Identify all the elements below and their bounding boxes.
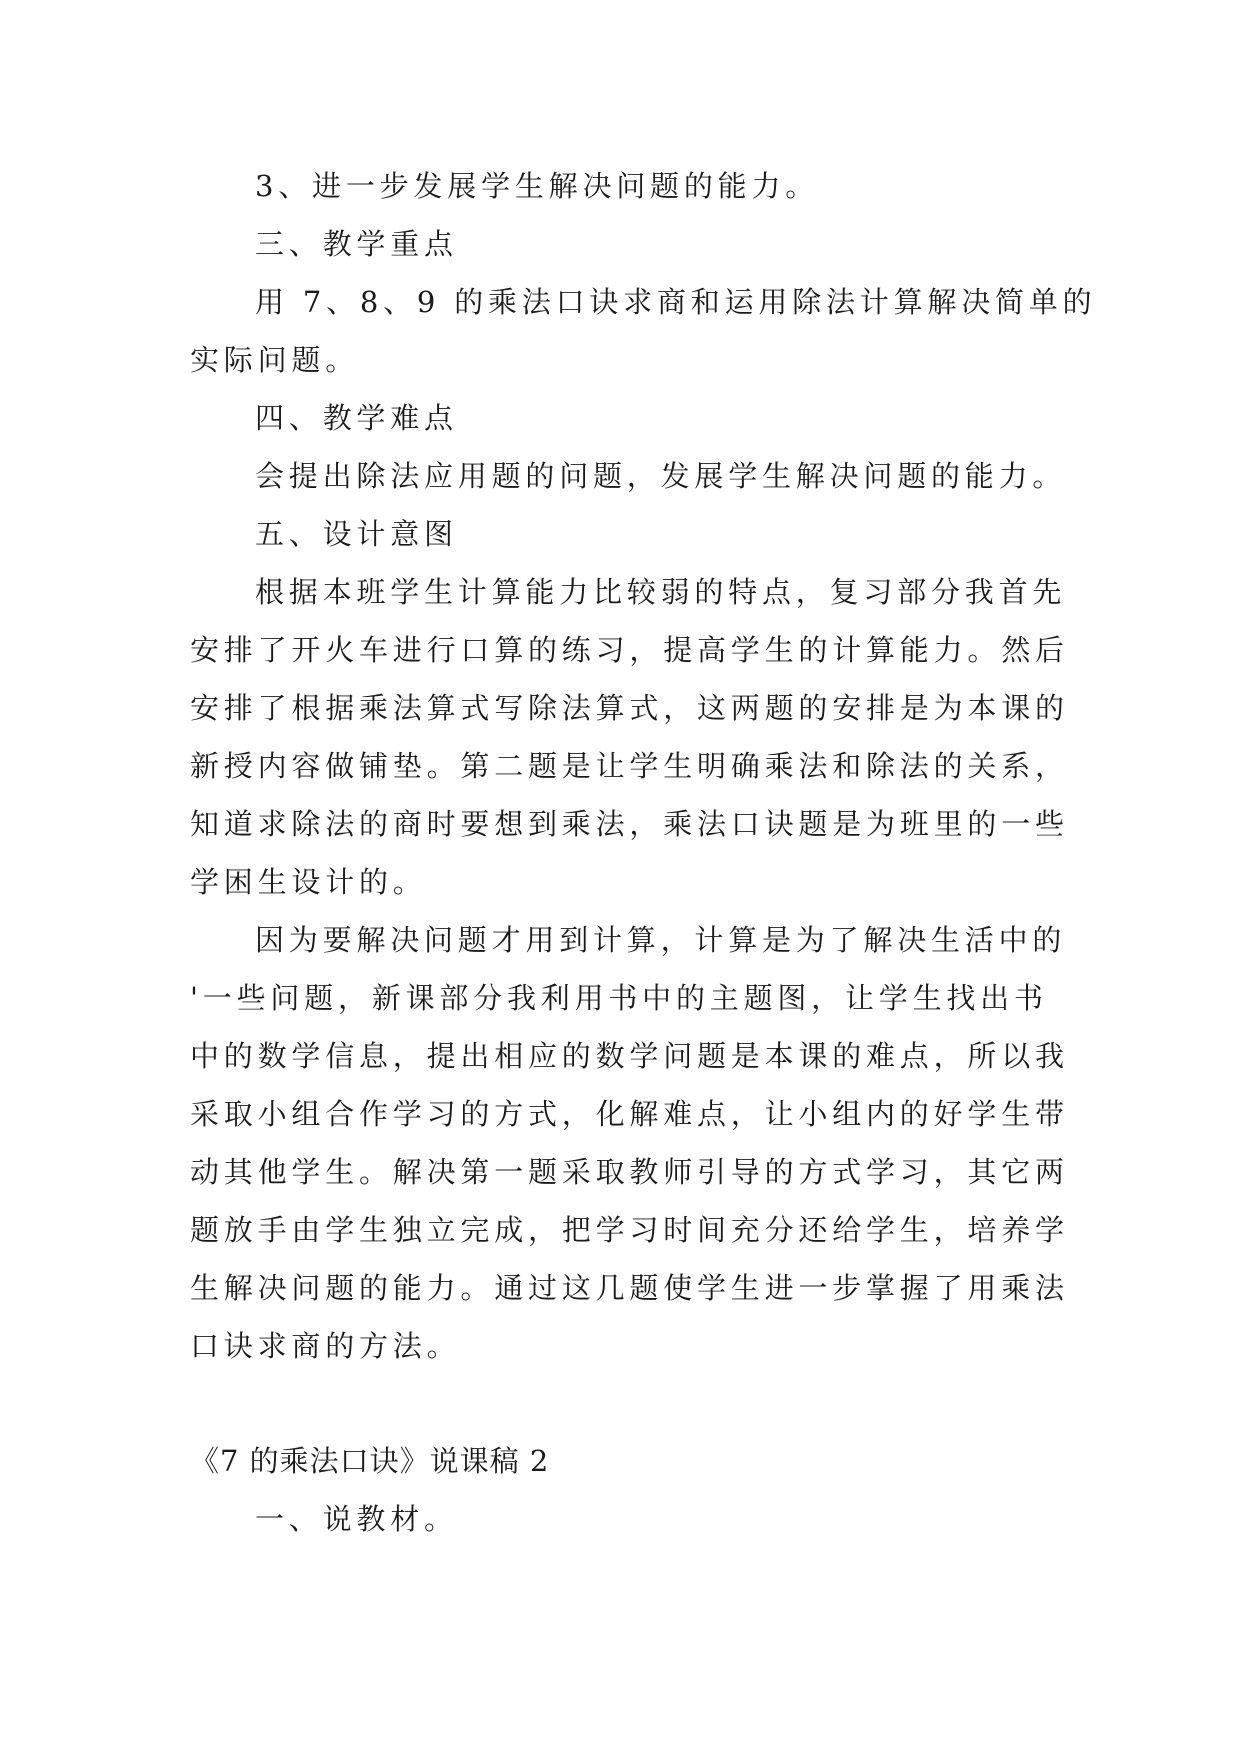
- text-line-13: 学困生设计的。: [190, 865, 427, 899]
- text-line-15: '一些问题，新课部分我利用书中的主题图，让学生找出书: [190, 981, 1048, 1015]
- text-line-11: 新授内容做铺垫。第二题是让学生明确乘法和除法的关系，: [190, 749, 1069, 783]
- text-line-17: 采取小组合作学习的方式，化解难点，让小组内的好学生带: [190, 1097, 1069, 1131]
- heading-teaching-focus: 三、教学重点: [255, 227, 458, 261]
- text-line-9: 安排了开火车进行口算的练习，提高学生的计算能力。然后: [190, 633, 1069, 667]
- text-line-6: 会提出除法应用题的问题，发展学生解决问题的能力。: [255, 459, 1067, 493]
- text-line-21: 口诀求商的方法。: [190, 1329, 461, 1363]
- section-title: 《7 的乘法口诀》说课稿 2: [190, 1444, 550, 1478]
- text-line-3: 用 7、8、9 的乘法口诀求商和运用除法计算解决简单的: [255, 285, 1097, 319]
- text-line-10: 安排了根据乘法算式写除法算式，这两题的安排是为本课的: [190, 691, 1069, 725]
- heading-teaching-difficulty: 四、教学难点: [255, 401, 458, 435]
- text-line-4: 实际问题。: [190, 343, 360, 377]
- text-line-12: 知道求除法的商时要想到乘法，乘法口诀题是为班里的一些: [190, 807, 1069, 841]
- text-line-19: 题放手由学生独立完成，把学习时间充分还给学生，培养学: [190, 1213, 1069, 1247]
- text-line-14: 因为要解决问题才用到计算，计算是为了解决生活中的: [255, 923, 1067, 957]
- heading-design-intent: 五、设计意图: [255, 517, 458, 551]
- text-line-8: 根据本班学生计算能力比较弱的特点，复习部分我首先: [255, 575, 1067, 609]
- heading-textbook: 一、说教材。: [255, 1502, 458, 1536]
- text-line-16: 中的数学信息，提出相应的数学问题是本课的难点，所以我: [190, 1039, 1069, 1073]
- text-line-1: 3、进一步发展学生解决问题的能力。: [255, 169, 820, 203]
- text-line-20: 生解决问题的能力。通过这几题使学生进一步掌握了用乘法: [190, 1271, 1069, 1305]
- text-line-18: 动其他学生。解决第一题采取教师引导的方式学习，其它两: [190, 1155, 1069, 1189]
